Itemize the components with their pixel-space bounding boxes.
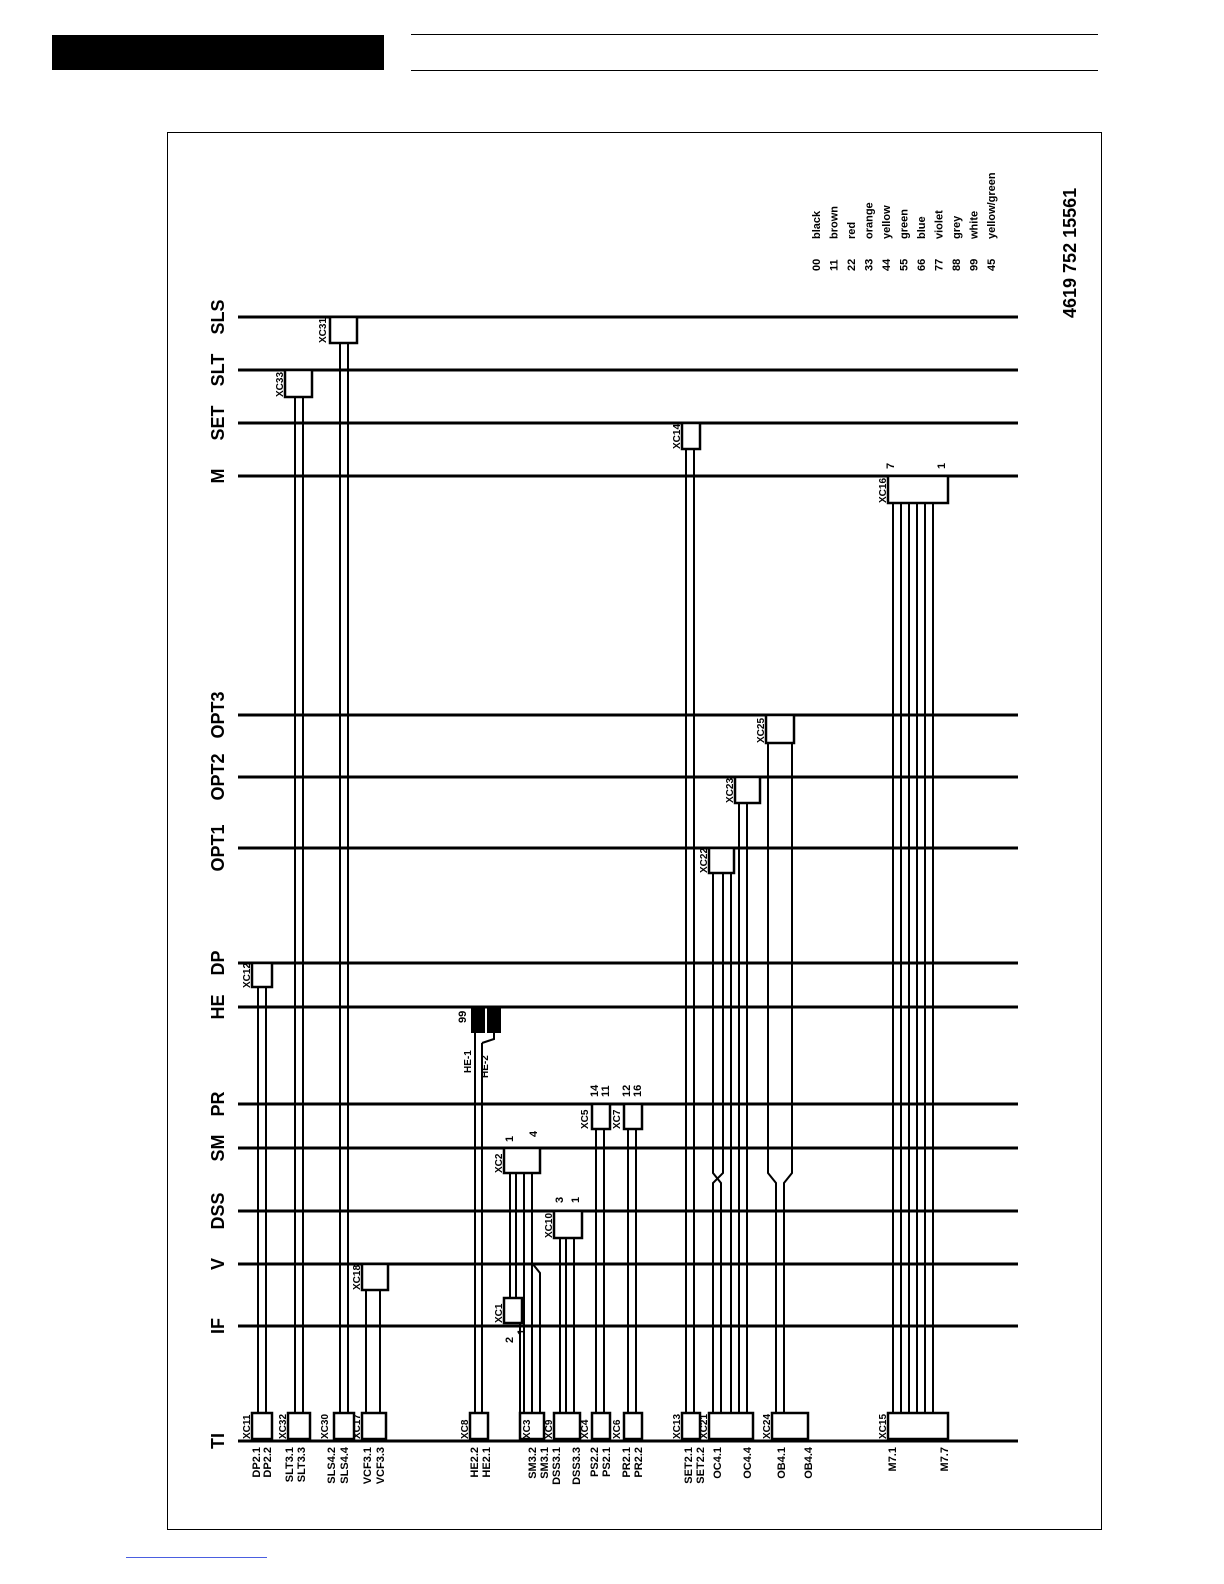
- label-xc21: XC21: [699, 1413, 710, 1439]
- label-xc16: XC16: [878, 477, 889, 503]
- connector-xc8: [470, 1413, 488, 1439]
- terminal-vcf3-3: VCF3.3: [375, 1447, 387, 1485]
- connector-xc12: [252, 963, 272, 987]
- label-xc4: XC4: [580, 1419, 591, 1439]
- terminal-ob4-4: OB4.4: [803, 1447, 815, 1479]
- header-bar: [52, 35, 384, 70]
- bus-label-dss: DSS: [208, 1192, 228, 1230]
- label-he-2: HE-2: [480, 1055, 491, 1078]
- wire-code-if-2: 2: [504, 1336, 516, 1343]
- connector-xc7: [624, 1104, 642, 1129]
- terminal-dss3-3: DSS3.3: [571, 1447, 583, 1485]
- connector-xc31: [330, 317, 357, 343]
- terminal-oc4-4: OC4.4: [742, 1447, 754, 1479]
- wiring-diagram: [168, 133, 1103, 1531]
- bus-label-he: HE: [208, 994, 228, 1020]
- terminal-dss3-1: DSS3.1: [551, 1447, 563, 1485]
- label-xc13: XC13: [672, 1413, 683, 1439]
- label-xc8: XC8: [460, 1419, 471, 1439]
- footer-link-underline: [126, 1557, 267, 1558]
- connector-xc22: [709, 848, 734, 873]
- wire-code-ps-14: 14: [589, 1084, 601, 1097]
- label-xc15: XC15: [878, 1413, 889, 1439]
- bus-label-set: SET: [208, 405, 228, 441]
- legend-code: 22: [846, 258, 858, 271]
- legend-code: 55: [898, 258, 911, 271]
- bus-label-dp: DP: [208, 950, 228, 976]
- legend-color-name: red: [846, 221, 858, 239]
- connector-xc1: [504, 1298, 522, 1323]
- legend-code: 33: [863, 258, 876, 271]
- label-xc33: XC33: [275, 371, 286, 397]
- terminal-m7-7: M7.7: [939, 1447, 951, 1472]
- terminal-slt3-3: SLT3.3: [296, 1447, 308, 1483]
- he-2-lead: [482, 1033, 494, 1043]
- connector-xc17: [362, 1413, 386, 1439]
- connector-xc32: [288, 1413, 310, 1439]
- terminal-ps2-1: PS2.1: [601, 1447, 613, 1477]
- wire-code-sm-4: 4: [528, 1130, 540, 1137]
- label-xc17: XC17: [352, 1413, 363, 1439]
- label-xc22: XC22: [699, 847, 710, 873]
- connector-xc30: [334, 1413, 354, 1439]
- legend-color-name: black: [811, 210, 823, 239]
- label-xc5: XC5: [580, 1109, 591, 1129]
- terminal-pr2-1: PR2.1: [621, 1447, 633, 1478]
- label-xc14: XC14: [672, 423, 683, 449]
- connector-xc33: [285, 370, 312, 397]
- legend-code: 99: [968, 258, 981, 271]
- wire-code-m-7: 7: [885, 462, 897, 469]
- diagram-frame: [167, 132, 1102, 1530]
- connector-xc21: [709, 1413, 753, 1439]
- terminal-sls4-4: SLS4.4: [339, 1447, 351, 1484]
- connector-xc16: [888, 476, 948, 503]
- legend-color-name: violet: [933, 210, 946, 239]
- legend-code: 45: [986, 258, 998, 271]
- bus-label-if: IF: [208, 1318, 228, 1334]
- legend-code: 66: [916, 258, 928, 271]
- label-xc11: XC11: [242, 1414, 253, 1439]
- bus-label-pr: PR: [208, 1091, 228, 1117]
- connector-xc6: [624, 1413, 642, 1439]
- terminal-set2-1: SET2.1: [683, 1447, 695, 1484]
- legend-color-name: white: [968, 210, 981, 239]
- terminal-sm3-1: SM3.1: [539, 1447, 551, 1479]
- label-xc2: XC2: [494, 1153, 505, 1173]
- label-xc3: XC3: [522, 1419, 533, 1439]
- connector-xc25: [766, 715, 794, 743]
- color-legend: [811, 172, 998, 271]
- wire-code-dss-3: 3: [554, 1196, 566, 1203]
- label-xc23: XC23: [725, 777, 736, 803]
- he-1-terminal: [471, 1007, 485, 1033]
- legend-color-name: yellow/green: [986, 172, 998, 239]
- label-xc30: XC30: [320, 1413, 331, 1439]
- bus-label-m: M: [208, 468, 228, 484]
- label-xc12: XC12: [242, 962, 253, 988]
- legend-code: 00: [811, 258, 823, 271]
- connector-xc9: [554, 1413, 580, 1439]
- connector-xc10: [554, 1211, 582, 1238]
- label-he-1: HE-1: [463, 1050, 474, 1073]
- bus-label-opt2: OPT2: [208, 753, 228, 801]
- bus-label-ti: TI: [208, 1433, 228, 1449]
- bus-label-opt1: OPT1: [208, 824, 228, 872]
- legend-color-name: brown: [828, 206, 841, 239]
- terminal-m7-1: M7.1: [887, 1447, 899, 1472]
- legend-code: 44: [881, 258, 893, 271]
- terminal-ob4-1: OB4.1: [776, 1447, 788, 1479]
- connector-xc2: [504, 1148, 540, 1173]
- label-xc31: XC31: [318, 317, 329, 343]
- document-number: 4619 752 15561: [1060, 187, 1080, 318]
- label-xc25: XC25: [756, 717, 767, 743]
- legend-color-name: blue: [916, 216, 928, 239]
- connector-xc15: [888, 1413, 948, 1439]
- bus-label-slt: SLT: [208, 353, 228, 387]
- terminal-set2-2: SET2.2: [695, 1447, 707, 1484]
- wire-code-sm-1: 1: [504, 1135, 516, 1142]
- wire-code-ps-11: 11: [600, 1085, 612, 1097]
- terminal-oc4-1: OC4.1: [712, 1447, 724, 1479]
- wire-code-pr-12: 12: [621, 1084, 633, 1097]
- legend-color-name: yellow: [881, 205, 893, 239]
- label-xc6: XC6: [612, 1419, 623, 1439]
- legend-color-name: green: [898, 209, 911, 239]
- label-xc18: XC18: [352, 1264, 363, 1290]
- label-xc1: XC1: [494, 1303, 505, 1323]
- terminal-slt3-1: SLT3.1: [284, 1447, 296, 1483]
- connector-xc24: [772, 1413, 808, 1439]
- wire-code-pr-16: 16: [632, 1084, 644, 1097]
- connector-xc4: [592, 1413, 610, 1439]
- legend-color-name: grey: [951, 215, 963, 239]
- he-2-terminal: [487, 1007, 501, 1033]
- connector-xc23: [735, 777, 760, 803]
- label-xc9: XC9: [544, 1419, 555, 1439]
- label-xc7: XC7: [612, 1109, 623, 1129]
- terminal-vcf3-1: VCF3.1: [362, 1447, 374, 1485]
- legend-color-name: orange: [863, 202, 876, 239]
- wires: [258, 343, 933, 1413]
- terminal-dp2-1: DP2.1: [251, 1447, 263, 1478]
- label-xc32: XC32: [278, 1413, 289, 1439]
- bus-label-sls: SLS: [208, 299, 228, 335]
- bus-label-opt3: OPT3: [208, 691, 228, 739]
- header-rule-top: [411, 34, 1098, 35]
- terminal-ps2-2: PS2.2: [589, 1447, 601, 1477]
- connector-xc18: [362, 1264, 388, 1290]
- label-xc24: XC24: [762, 1413, 773, 1439]
- terminal-dp2-2: DP2.2: [262, 1447, 274, 1478]
- label-xc10: XC10: [544, 1212, 555, 1238]
- connector-xc5: [592, 1104, 610, 1129]
- wire-code-he-99: 99: [457, 1010, 469, 1023]
- legend-code: 88: [951, 258, 963, 271]
- terminal-sm3-2: SM3.2: [527, 1447, 539, 1479]
- legend-code: 77: [933, 258, 946, 271]
- wire-code-m-1: 1: [936, 462, 948, 469]
- terminal-he2-1: HE2.1: [481, 1447, 493, 1478]
- bus-label-sm: SM: [208, 1134, 228, 1162]
- wire-code-if-1: 1: [516, 1328, 528, 1335]
- wire-code-dss-1: 1: [570, 1196, 582, 1203]
- connector-xc14: [682, 423, 700, 449]
- terminal-sls4-2: SLS4.2: [326, 1447, 338, 1484]
- terminal-pr2-2: PR2.2: [633, 1447, 645, 1478]
- connector-xc13: [682, 1413, 700, 1439]
- bus-label-v: V: [208, 1257, 228, 1271]
- header-rule-bottom: [411, 70, 1098, 71]
- connector-xc11: [252, 1413, 272, 1439]
- terminal-he2-2: HE2.2: [469, 1447, 481, 1478]
- legend-code: 11: [828, 259, 841, 271]
